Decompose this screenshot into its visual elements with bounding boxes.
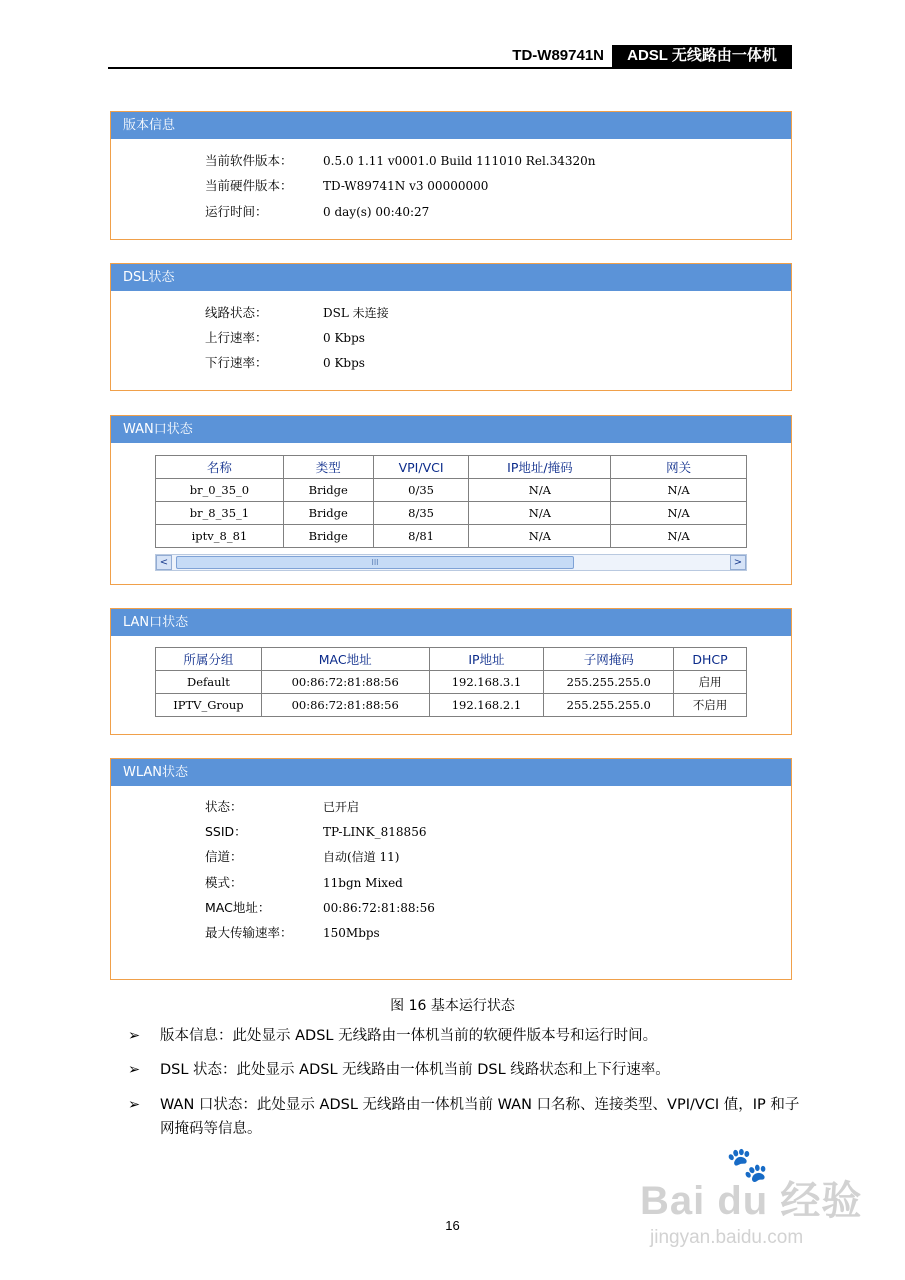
lan-cell: IPTV_Group [156, 694, 262, 717]
upstream-rate-value: 0 Kbps [323, 331, 365, 345]
scroll-left-button[interactable]: < [156, 555, 172, 570]
dsl-status-panel [110, 263, 792, 391]
bullet-text: WAN 口状态：此处显示 ADSL 无线路由一体机当前 WAN 口名称、连接类型、VPI/VCI 值，IP 和子网掩码等信息。 [160, 1097, 800, 1137]
bullet-arrow-icon: ➢ [128, 1062, 141, 1078]
max-rate-label: 最大传输速率： [205, 925, 293, 940]
watermark-main-text: Bai du 经验 [640, 1179, 863, 1223]
version-info-panel [110, 111, 792, 240]
wan-status-title: WAN口状态 [111, 416, 791, 443]
baidu-watermark [640, 1145, 870, 1270]
lan-cell: 00:86:72:81:88:56 [261, 671, 429, 694]
line-status-value: DSL 未连接 [323, 306, 389, 320]
lan-cell: 192.168.2.1 [429, 694, 544, 717]
wlan-status-panel [110, 758, 792, 980]
wan-status-panel [110, 415, 792, 585]
table-row [156, 525, 747, 548]
wan-cell: Bridge [283, 479, 373, 502]
hardware-version-label: 当前硬件版本： [205, 178, 293, 193]
wan-cell: br_8_35_1 [156, 502, 284, 525]
downstream-rate-label: 下行速率： [205, 355, 268, 370]
figure-caption: 图 16 基本运行状态 [390, 998, 515, 1014]
wan-cell: br_0_35_0 [156, 479, 284, 502]
wan-table-scrollbar[interactable] [155, 554, 747, 571]
table-row [156, 694, 747, 717]
wlan-state-label: 状态： [205, 799, 243, 814]
document-model-name: TD-W89741N [512, 47, 604, 64]
lan-cell: 不启用 [674, 694, 747, 717]
version-info-title: 版本信息 [111, 112, 791, 139]
lan-cell: 192.168.3.1 [429, 671, 544, 694]
page-number: 16 [445, 1218, 460, 1233]
lan-cell: 255.255.255.0 [544, 694, 674, 717]
bullet-text: DSL 状态：此处显示 ADSL 无线路由一体机当前 DSL 线路状态和上下行速率。 [160, 1062, 670, 1078]
software-version-value: 0.5.0 1.11 v0001.0 Build 111010 Rel.34320n [323, 154, 596, 168]
wan-cell: N/A [469, 479, 611, 502]
header-rule [108, 67, 792, 69]
wan-cell: 8/35 [373, 502, 469, 525]
ssid-label: SSID： [205, 824, 247, 839]
wan-col-ip-mask: IP地址/掩码 [469, 456, 611, 479]
watermark-url-text: jingyan.baidu.com [650, 1227, 804, 1248]
ssid-value: TP-LINK_818856 [323, 825, 427, 839]
uptime-value: 0 day(s) 00:40:27 [323, 205, 430, 219]
mode-value: 11bgn Mixed [323, 876, 403, 890]
wan-col-type: 类型 [283, 456, 373, 479]
wan-cell: N/A [611, 479, 747, 502]
wan-cell: Bridge [283, 502, 373, 525]
bullet-arrow-icon: ➢ [128, 1028, 141, 1044]
lan-col-ip: IP地址 [429, 648, 544, 671]
channel-label: 信道： [205, 849, 243, 864]
wlan-mac-value: 00:86:72:81:88:56 [323, 901, 435, 915]
wan-cell: 0/35 [373, 479, 469, 502]
paw-icon: 🐾 [726, 1145, 769, 1185]
channel-value: 自动(信道 11) [323, 850, 400, 864]
max-rate-value: 150Mbps [323, 926, 380, 940]
wan-col-gateway: 网关 [611, 456, 747, 479]
lan-cell: Default [156, 671, 262, 694]
lan-status-panel [110, 608, 792, 735]
table-row [156, 671, 747, 694]
wan-cell: N/A [469, 502, 611, 525]
downstream-rate-value: 0 Kbps [323, 356, 365, 370]
lan-col-group: 所属分组 [156, 648, 262, 671]
scroll-right-button[interactable]: > [730, 555, 746, 570]
wan-cell: N/A [611, 502, 747, 525]
wlan-state-value: 已开启 [323, 800, 360, 814]
lan-cell: 255.255.255.0 [544, 671, 674, 694]
lan-col-subnet: 子网掩码 [544, 648, 674, 671]
dsl-status-title: DSL状态 [111, 264, 791, 291]
wan-col-vpi-vci: VPI/VCI [373, 456, 469, 479]
lan-cell: 00:86:72:81:88:56 [261, 694, 429, 717]
lan-table [155, 647, 747, 717]
wlan-mac-label: MAC地址： [205, 900, 271, 915]
upstream-rate-label: 上行速率： [205, 330, 268, 345]
wan-cell: iptv_8_81 [156, 525, 284, 548]
document-product-name: ADSL 无线路由一体机 [612, 45, 792, 67]
wan-cell: N/A [611, 525, 747, 548]
lan-table-header [156, 648, 747, 671]
line-status-label: 线路状态： [205, 305, 268, 320]
software-version-label: 当前软件版本： [205, 153, 293, 168]
lan-col-mac: MAC地址 [261, 648, 429, 671]
uptime-label: 运行时间： [205, 204, 268, 219]
wlan-status-title: WLAN状态 [111, 759, 791, 786]
hardware-version-value: TD-W89741N v3 00000000 [323, 179, 489, 193]
lan-status-title: LAN口状态 [111, 609, 791, 636]
lan-cell: 启用 [674, 671, 747, 694]
wan-cell: N/A [469, 525, 611, 548]
wan-col-name: 名称 [156, 456, 284, 479]
mode-label: 模式： [205, 875, 243, 890]
wan-cell: Bridge [283, 525, 373, 548]
wan-table-header [156, 456, 747, 479]
wan-cell: 8/81 [373, 525, 469, 548]
lan-col-dhcp: DHCP [674, 648, 747, 671]
table-row [156, 479, 747, 502]
bullet-arrow-icon: ➢ [128, 1097, 141, 1113]
table-row [156, 502, 747, 525]
bullet-text: 版本信息：此处显示 ADSL 无线路由一体机当前的软硬件版本号和运行时间。 [160, 1028, 658, 1044]
scroll-thumb[interactable]: III [176, 556, 574, 569]
wan-table [155, 455, 747, 548]
